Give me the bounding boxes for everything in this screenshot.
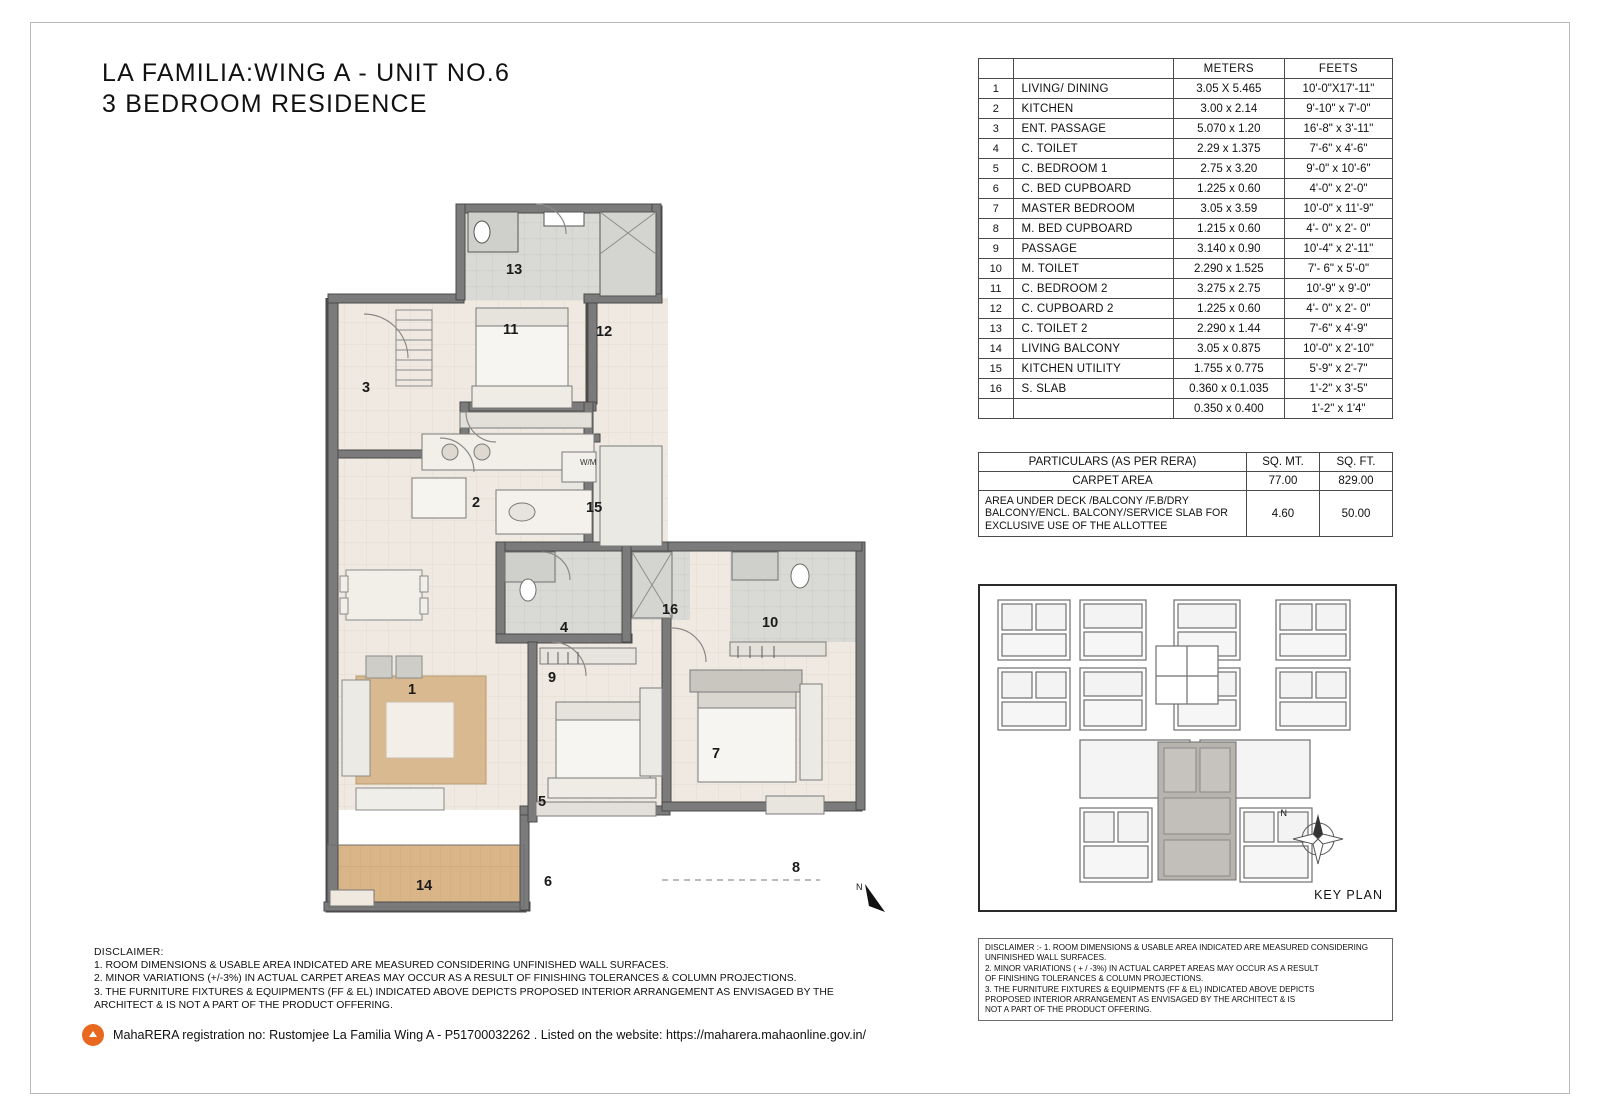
compass-north-label: N xyxy=(1280,808,1287,818)
row-room: C. CUPBOARD 2 xyxy=(1013,299,1173,319)
row-no: 1 xyxy=(979,79,1014,99)
table-row xyxy=(979,472,1393,491)
particulars-col-sqft: SQ. FT. xyxy=(1320,453,1393,472)
row-no: 16 xyxy=(979,379,1014,399)
table-row xyxy=(979,199,1393,219)
row-feets: 4'- 0" x 2'- 0" xyxy=(1284,299,1392,319)
row-room: MASTER BEDROOM xyxy=(1013,199,1173,219)
row-meters: 3.00 x 2.14 xyxy=(1173,99,1284,119)
rera-text: MahaRERA registration no: Rustomjee La Familia Wing A - P51700032262 . Listed on the website: https://maharera.mahaonline.gov.in/ xyxy=(113,1028,867,1042)
room-label-3: 3 xyxy=(362,380,371,396)
row-room: ENT. PASSAGE xyxy=(1013,119,1173,139)
table-row xyxy=(979,139,1393,159)
header-meters: METERS xyxy=(1173,59,1284,79)
row-no: 9 xyxy=(979,239,1014,259)
row-no: 12 xyxy=(979,299,1014,319)
table-row xyxy=(979,279,1393,299)
row-no: 7 xyxy=(979,199,1014,219)
table-row xyxy=(979,319,1393,339)
room-label-14: 14 xyxy=(416,878,433,894)
row-room: LIVING/ DINING xyxy=(1013,79,1173,99)
row-feets: 10'-0" x 11'-9" xyxy=(1284,199,1392,219)
row-no: 14 xyxy=(979,339,1014,359)
row-feets: 7'- 6" x 5'-0" xyxy=(1284,259,1392,279)
room-label-12: 12 xyxy=(596,324,613,340)
row-room: LIVING BALCONY xyxy=(1013,339,1173,359)
row-meters: 3.05 x 0.875 xyxy=(1173,339,1284,359)
row-no xyxy=(979,399,1014,419)
row-meters: 2.75 x 3.20 xyxy=(1173,159,1284,179)
row-feets: 4'-0" x 2'-0" xyxy=(1284,179,1392,199)
disclaimer-right xyxy=(978,938,1393,1021)
disclaimer-left-item-2: 3. THE FURNITURE FIXTURES & EQUIPMENTS (FF & EL) INDICATED ABOVE DEPICTS PROPOSED INTERIOR ARRANGEMENT AS ENVISAGED BY THE xyxy=(94,986,834,998)
row-room: M. BED CUPBOARD xyxy=(1013,219,1173,239)
floor-plan-svg xyxy=(300,190,920,920)
carpet-area-sqmt: 77.00 xyxy=(1247,472,1320,491)
row-room: S. SLAB xyxy=(1013,379,1173,399)
row-room: C. BEDROOM 2 xyxy=(1013,279,1173,299)
room-label-6: 6 xyxy=(544,874,553,890)
row-meters: 2.290 x 1.44 xyxy=(1173,319,1284,339)
rera-logo-icon xyxy=(82,1024,104,1046)
svg-text:N: N xyxy=(856,882,863,892)
table-row xyxy=(979,159,1393,179)
room-label-5: 5 xyxy=(538,794,547,810)
disclaimer-right-item-0: 1. ROOM DIMENSIONS & USABLE AREA INDICATED ARE MEASURED CONSIDERING xyxy=(1043,943,1369,952)
row-no: 3 xyxy=(979,119,1014,139)
disclaimer-left-item-0: 1. ROOM DIMENSIONS & USABLE AREA INDICATED ARE MEASURED CONSIDERING UNFINISHED WALL SURFACES. xyxy=(94,960,669,972)
row-meters: 2.29 x 1.375 xyxy=(1173,139,1284,159)
title-line-1: LA FAMILIA:WING A - UNIT NO.6 xyxy=(102,59,511,87)
rera-footer xyxy=(82,1024,866,1046)
row-room: C. BED CUPBOARD xyxy=(1013,179,1173,199)
row-room xyxy=(1013,399,1173,419)
room-label-7: 7 xyxy=(712,746,721,762)
row-meters: 1.225 x 0.60 xyxy=(1173,299,1284,319)
north-arrow-icon xyxy=(855,878,895,918)
row-meters: 0.360 x 0.1.035 xyxy=(1173,379,1284,399)
table-row xyxy=(979,359,1393,379)
row-feets: 10'-0"X17'-11" xyxy=(1284,79,1392,99)
row-no: 8 xyxy=(979,219,1014,239)
table-row xyxy=(979,399,1393,419)
row-no: 13 xyxy=(979,319,1014,339)
row-feets: 4'- 0" x 2'- 0" xyxy=(1284,219,1392,239)
deck-area-sqft: 50.00 xyxy=(1320,491,1393,537)
washing-machine-label: W/M xyxy=(580,458,597,467)
room-label-2: 2 xyxy=(472,495,481,511)
table-row xyxy=(979,491,1393,537)
disclaimer-right-item-2: 2. MINOR VARIATIONS ( + / -3%) IN ACTUAL CARPET AREAS MAY OCCUR AS A RESULT xyxy=(985,963,1319,973)
key-plan xyxy=(978,584,1397,912)
row-room: C. TOILET xyxy=(1013,139,1173,159)
table-row xyxy=(979,299,1393,319)
dimension-table-header-row xyxy=(979,59,1393,79)
row-no: 2 xyxy=(979,99,1014,119)
row-no: 10 xyxy=(979,259,1014,279)
row-no: 5 xyxy=(979,159,1014,179)
row-meters: 5.070 x 1.20 xyxy=(1173,119,1284,139)
row-no: 15 xyxy=(979,359,1014,379)
disclaimer-right-item-1: UNFINISHED WALL SURFACES. xyxy=(985,953,1107,963)
particulars-col-sqmt: SQ. MT. xyxy=(1247,453,1320,472)
disclaimer-right-item-4: 3. THE FURNITURE FIXTURES & EQUIPMENTS (FF & EL) INDICATED ABOVE DEPICTS xyxy=(985,984,1315,994)
row-meters: 0.350 x 0.400 xyxy=(1173,399,1284,419)
row-feets: 16'-8" x 3'-11" xyxy=(1284,119,1392,139)
room-label-10: 10 xyxy=(762,615,779,631)
disclaimer-left-item-3: ARCHITECT & IS NOT A PART OF THE PRODUCT OFFERING. xyxy=(94,999,393,1011)
row-meters: 1.215 x 0.60 xyxy=(1173,219,1284,239)
row-room: KITCHEN xyxy=(1013,99,1173,119)
room-label-4: 4 xyxy=(560,620,569,636)
row-meters: 3.140 x 0.90 xyxy=(1173,239,1284,259)
disclaimer-left-title: DISCLAIMER: xyxy=(94,947,164,958)
dimension-table xyxy=(978,58,1393,419)
header-room xyxy=(1013,59,1173,79)
table-row xyxy=(979,259,1393,279)
row-feets: 7'-6" x 4'-6" xyxy=(1284,139,1392,159)
row-room: C. BEDROOM 1 xyxy=(1013,159,1173,179)
disclaimer-right-item-6: NOT A PART OF THE PRODUCT OFFERING. xyxy=(985,1005,1152,1015)
disclaimer-right-item-5: PROPOSED INTERIOR ARRANGEMENT AS ENVISAGED BY THE ARCHITECT & IS xyxy=(985,995,1296,1005)
row-feets: 1'-2" x 3'-5" xyxy=(1284,379,1392,399)
row-meters: 3.05 x 3.59 xyxy=(1173,199,1284,219)
room-label-15: 15 xyxy=(586,500,603,516)
row-feets: 9'-10" x 7'-0" xyxy=(1284,99,1392,119)
row-room: PASSAGE xyxy=(1013,239,1173,259)
room-label-13: 13 xyxy=(506,262,523,278)
room-label-11: 11 xyxy=(503,322,519,338)
row-room: C. TOILET 2 xyxy=(1013,319,1173,339)
compass-icon xyxy=(1289,810,1347,868)
disclaimer-right-title: DISCLAIMER :- xyxy=(985,943,1042,952)
table-row xyxy=(979,379,1393,399)
particulars-header-row xyxy=(979,453,1393,472)
room-label-16: 16 xyxy=(662,602,679,618)
row-meters: 1.225 x 0.60 xyxy=(1173,179,1284,199)
row-room: M. TOILET xyxy=(1013,259,1173,279)
table-row xyxy=(979,179,1393,199)
room-label-9: 9 xyxy=(548,670,557,686)
page-title xyxy=(102,58,510,120)
row-feets: 10'-9" x 9'-0" xyxy=(1284,279,1392,299)
table-row xyxy=(979,99,1393,119)
carpet-area-label: CARPET AREA xyxy=(979,472,1247,491)
row-feets: 7'-6" x 4'-9" xyxy=(1284,319,1392,339)
row-feets: 10'-4" x 2'-11" xyxy=(1284,239,1392,259)
row-room: KITCHEN UTILITY xyxy=(1013,359,1173,379)
table-row xyxy=(979,339,1393,359)
floor-plan-drawing xyxy=(300,190,920,920)
carpet-area-sqft: 829.00 xyxy=(1320,472,1393,491)
row-meters: 2.290 x 1.525 xyxy=(1173,259,1284,279)
row-feets: 9'-0" x 10'-6" xyxy=(1284,159,1392,179)
row-meters: 3.05 X 5.465 xyxy=(1173,79,1284,99)
header-feets: FEETS xyxy=(1284,59,1392,79)
disclaimer-left-item-1: 2. MINOR VARIATIONS (+/-3%) IN ACTUAL CARPET AREAS MAY OCCUR AS A RESULT OF FINISHING TOLERANCES & COLUMN PROJECTIONS. xyxy=(94,973,797,985)
table-row xyxy=(979,119,1393,139)
room-label-8: 8 xyxy=(792,860,801,876)
row-no: 6 xyxy=(979,179,1014,199)
row-no: 4 xyxy=(979,139,1014,159)
deck-area-sqmt: 4.60 xyxy=(1247,491,1320,537)
key-plan-label: KEY PLAN xyxy=(1314,888,1383,902)
row-meters: 3.275 x 2.75 xyxy=(1173,279,1284,299)
row-no: 11 xyxy=(979,279,1014,299)
row-feets: 10'-0" x 2'-10" xyxy=(1284,339,1392,359)
table-row xyxy=(979,239,1393,259)
title-line-2: 3 BEDROOM RESIDENCE xyxy=(102,90,428,118)
table-row xyxy=(979,219,1393,239)
header-no xyxy=(979,59,1014,79)
particulars-table xyxy=(978,452,1393,537)
table-row xyxy=(979,79,1393,99)
disclaimer-right-item-3: OF FINISHING TOLERANCES & COLUMN PROJECTIONS. xyxy=(985,974,1204,984)
row-feets: 5'-9" x 2'-7" xyxy=(1284,359,1392,379)
highlighted-unit xyxy=(1158,742,1236,880)
particulars-header: PARTICULARS (AS PER RERA) xyxy=(979,453,1247,472)
disclaimer-left xyxy=(94,946,924,1012)
room-label-1: 1 xyxy=(408,682,417,698)
row-feets: 1'-2" x 1'4" xyxy=(1284,399,1392,419)
row-meters: 1.755 x 0.775 xyxy=(1173,359,1284,379)
deck-area-label: AREA UNDER DECK /BALCONY /F.B/DRY BALCONY/ENCL. BALCONY/SERVICE SLAB FOR EXCLUSIVE USE OF THE ALLOTTEE xyxy=(979,491,1247,537)
